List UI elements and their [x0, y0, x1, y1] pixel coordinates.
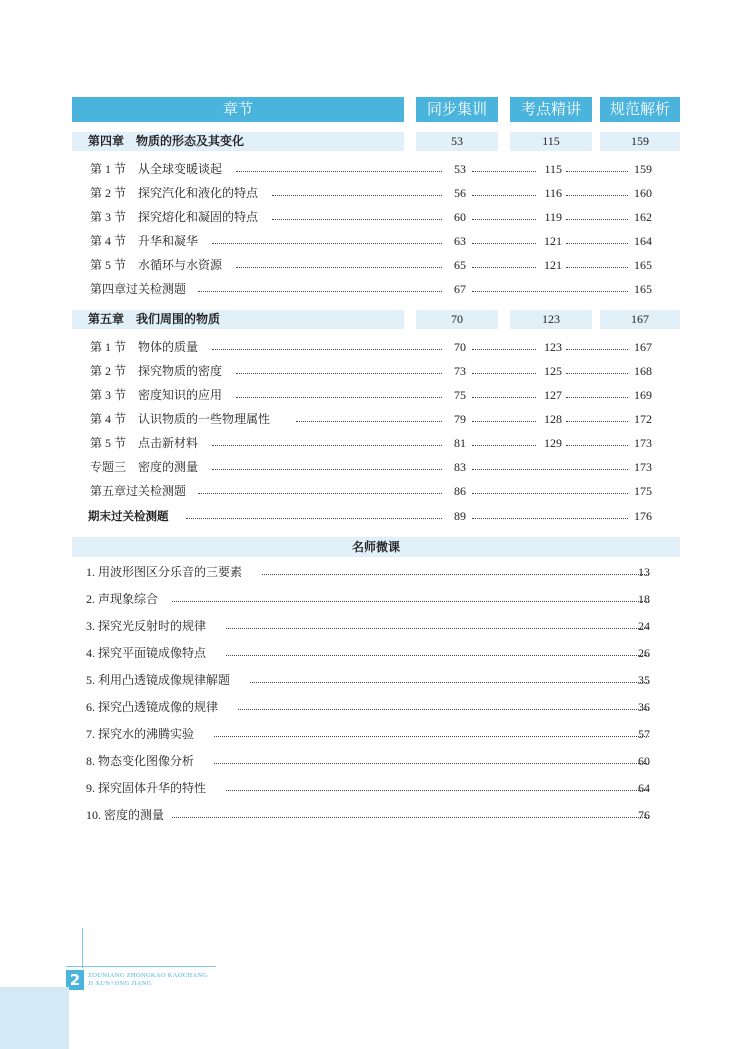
toc-row-label: 第 2 节 探究汽化和液化的特点 — [90, 186, 259, 200]
toc-row[interactable] — [0, 337, 750, 357]
lecture-page: 57 — [638, 727, 650, 741]
toc-row-label: 第五章过关检测题 — [90, 484, 187, 498]
toc-page-sync: 79 — [454, 412, 466, 426]
toc-page-sync: 60 — [454, 210, 466, 224]
toc-row[interactable] — [0, 279, 750, 299]
header-chapter: 章节 — [72, 97, 404, 122]
toc-row-label: 第 5 节 点击新材料 — [90, 436, 199, 450]
lecture-item[interactable] — [0, 751, 750, 771]
toc-page-sync: 81 — [454, 436, 466, 450]
toc-page-sync: 65 — [454, 258, 466, 272]
chapter4-page-analysis: 159 — [631, 134, 649, 148]
toc-page-analysis: 160 — [634, 186, 652, 200]
toc-row-label: 第 4 节 升华和凝华 — [90, 234, 199, 248]
lecture-item[interactable] — [0, 778, 750, 798]
toc-page-points: 127 — [544, 388, 562, 402]
chapter4-title: 第四章 物质的形态及其变化 — [88, 134, 245, 148]
lecture-label: 5. 利用凸透镜成像规律解题 — [86, 673, 231, 687]
toc-page-analysis: 165 — [634, 258, 652, 272]
toc-row-label: 第 1 节 物体的质量 — [90, 340, 199, 354]
lecture-page: 60 — [638, 754, 650, 768]
lecture-label: 9. 探究固体升华的特性 — [86, 781, 207, 795]
toc-row[interactable] — [0, 207, 750, 227]
toc-page-points: 119 — [544, 210, 562, 224]
toc-row[interactable] — [0, 457, 750, 477]
footer-rule-horizontal — [66, 966, 216, 967]
lecture-page: 18 — [638, 592, 650, 606]
toc-page-sync: 89 — [454, 509, 466, 523]
toc-row[interactable] — [0, 409, 750, 429]
lecture-label: 1. 用波形图区分乐音的三要素 — [86, 565, 243, 579]
lectures-title: 名师微课 — [72, 537, 680, 557]
header-sync-practice: 同步集训 — [416, 97, 498, 122]
toc-row-label: 第 5 节 水循环与水资源 — [90, 258, 223, 272]
lecture-page: 13 — [638, 565, 650, 579]
lecture-label: 6. 探究凸透镜成像的规律 — [86, 700, 219, 714]
lecture-label: 3. 探究光反射时的规律 — [86, 619, 207, 633]
toc-page-points: 125 — [544, 364, 562, 378]
running-title-line1: ZOUNIANG ZHONGKAO KAOCHANG — [88, 972, 208, 979]
lecture-page: 24 — [638, 619, 650, 633]
chapter5-page-sync: 70 — [451, 312, 463, 326]
toc-row-label: 第 2 节 探究物质的密度 — [90, 364, 223, 378]
toc-page-points: 115 — [544, 162, 562, 176]
toc-row[interactable] — [0, 231, 750, 251]
toc-page-analysis: 169 — [634, 388, 652, 402]
toc-page-analysis: 159 — [634, 162, 652, 176]
lecture-item[interactable] — [0, 643, 750, 663]
toc-page-points: 121 — [544, 258, 562, 272]
toc-page-points: 116 — [544, 186, 562, 200]
lecture-page: 26 — [638, 646, 650, 660]
chapter5-page-points: 123 — [542, 312, 560, 326]
lecture-label: 2. 声现象综合 — [86, 592, 159, 606]
toc-page-analysis: 162 — [634, 210, 652, 224]
toc-page-sync: 67 — [454, 282, 466, 296]
lecture-item[interactable] — [0, 670, 750, 690]
toc-page-points: 129 — [544, 436, 562, 450]
toc-page-analysis: 164 — [634, 234, 652, 248]
toc-page-points: 123 — [544, 340, 562, 354]
lecture-item[interactable] — [0, 697, 750, 717]
lecture-page: 36 — [638, 700, 650, 714]
toc-page-sync: 83 — [454, 460, 466, 474]
header-analysis: 规范解析 — [600, 97, 680, 122]
lecture-label: 10. 密度的测量 — [86, 808, 165, 822]
chapter4-page-sync: 53 — [451, 134, 463, 148]
lecture-item[interactable] — [0, 724, 750, 744]
toc-page-analysis: 173 — [634, 460, 652, 474]
lecture-item[interactable] — [0, 589, 750, 609]
chapter5-page-analysis: 167 — [631, 312, 649, 326]
toc-page-analysis: 165 — [634, 282, 652, 296]
toc-row-label: 第 3 节 探究熔化和凝固的特点 — [90, 210, 259, 224]
toc-row-label: 第 3 节 密度知识的应用 — [90, 388, 223, 402]
toc-page-points: 121 — [544, 234, 562, 248]
footer-rule-vertical — [82, 928, 83, 968]
lecture-page: 76 — [638, 808, 650, 822]
page-number: 2 — [66, 970, 84, 990]
toc-row-label: 第 1 节 从全球变暖谈起 — [90, 162, 223, 176]
lecture-label: 4. 探究平面镜成像特点 — [86, 646, 207, 660]
toc-page-analysis: 173 — [634, 436, 652, 450]
toc-page-analysis: 167 — [634, 340, 652, 354]
toc-row[interactable] — [0, 385, 750, 405]
toc-row-label: 第 4 节 认识物质的一些物理属性 — [90, 412, 271, 426]
toc-row-label: 第四章过关检测题 — [90, 282, 187, 296]
lecture-label: 7. 探究水的沸腾实验 — [86, 727, 195, 741]
toc-row[interactable] — [0, 433, 750, 453]
chapter5-title: 第五章 我们周围的物质 — [88, 312, 221, 326]
toc-row[interactable] — [0, 183, 750, 203]
chapter4-page-points: 115 — [542, 134, 560, 148]
toc-row[interactable] — [0, 481, 750, 501]
lecture-label: 8. 物态变化图像分析 — [86, 754, 195, 768]
lecture-page: 35 — [638, 673, 650, 687]
running-title-line2: JI XUN+JING JIANG — [88, 980, 152, 987]
toc-page-analysis: 172 — [634, 412, 652, 426]
toc-row-final-exam[interactable] — [0, 506, 750, 526]
toc-page-analysis: 168 — [634, 364, 652, 378]
toc-page-sync: 73 — [454, 364, 466, 378]
toc-page-sync: 75 — [454, 388, 466, 402]
lecture-page: 64 — [638, 781, 650, 795]
lecture-item[interactable] — [0, 562, 750, 582]
toc-page-sync: 86 — [454, 484, 466, 498]
toc-page-sync: 70 — [454, 340, 466, 354]
toc-row[interactable] — [0, 361, 750, 381]
footer-color-strip — [0, 987, 69, 1049]
toc-page-sync: 56 — [454, 186, 466, 200]
toc-page-analysis: 175 — [634, 484, 652, 498]
lecture-item[interactable] — [0, 805, 750, 825]
toc-page-sync: 63 — [454, 234, 466, 248]
toc-row[interactable] — [0, 255, 750, 275]
toc-row[interactable] — [0, 159, 750, 179]
toc-page-analysis: 176 — [634, 509, 652, 523]
toc-page-points: 128 — [544, 412, 562, 426]
toc-row-label: 专题三 密度的测量 — [90, 460, 199, 474]
header-key-points: 考点精讲 — [510, 97, 592, 122]
toc-row-label: 期末过关检测题 — [88, 509, 169, 523]
lecture-item[interactable] — [0, 616, 750, 636]
toc-page-sync: 53 — [454, 162, 466, 176]
